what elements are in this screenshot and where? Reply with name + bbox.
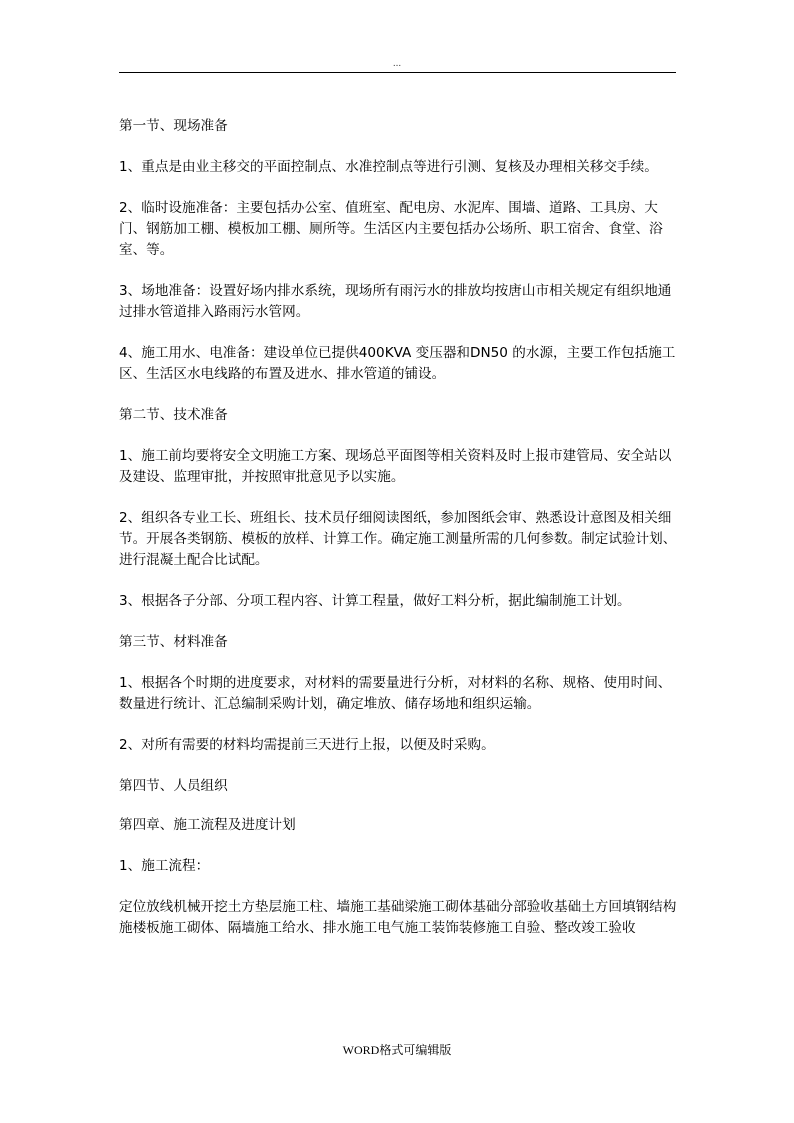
paragraph-quantity-calc: 3、根据各子分部、分项工程内容、计算工程量，做好工料分析，据此编制施工计划。 [119, 593, 631, 609]
section-heading-site-prep: 第一节、现场准备 [119, 118, 228, 134]
paragraph-material-analysis: 1、根据各个时期的进度要求，对材料的需要量进行分析，对材料的名称、规格、使用时间、数量进行统计、汇总编制采购计划，确定堆放、储存场地和组织运输。 [119, 675, 672, 712]
paragraph-material-report: 2、对所有需要的材料均需提前三天进行上报，以便及时采购。 [119, 737, 495, 753]
section-heading-personnel: 第四节、人员组织 [119, 778, 228, 794]
header-dots: ... [392, 58, 402, 69]
section-heading-materials-prep: 第三节、材料准备 [119, 634, 228, 650]
paragraph-control-points: 1、重点是由业主移交的平面控制点、水准控制点等进行引测、复核及办理相关移交手续。 [119, 159, 658, 175]
section-heading-technical-prep: 第二节、技术准备 [119, 407, 228, 423]
paragraph-process-steps: 定位放线机械开挖土方垫层施工柱、墙施工基础梁施工砌体基础分部验收基础土方回填钢结构施楼板施工砌体、隔墙施工给水、排水施工电气施工装饰装修施工自验、整改竣工验收 [119, 899, 677, 936]
header-rule [119, 72, 676, 73]
paragraph-safety-plan: 1、施工前均要将安全文明施工方案、现场总平面图等相关资料及时上报市建管局、安全站以及建设、监理审批，并按照审批意见予以实施。 [119, 448, 672, 485]
footer-label: WORD格式可编辑版 [342, 1043, 452, 1057]
paragraph-water-power: 4、施工用水、电准备：建设单位已提供400KVA 变压器和DN50 的水源，主要工作包括施工区、生活区水电线路的布置及进水、排水管道的铺设。 [119, 345, 676, 382]
chapter-heading-process-schedule: 第四章、施工流程及进度计划 [119, 817, 296, 833]
paragraph-site-drainage: 3、场地准备：设置好场内排水系统，现场所有雨污水的排放均按唐山市相关规定有组织地通过排水管道排入路雨污水管网。 [119, 283, 672, 320]
document-body [119, 116, 679, 959]
paragraph-temporary-facilities: 2、临时设施准备：主要包括办公室、值班室、配电房、水泥库、围墙、道路、工具房、大门、钢筋加工棚、模板加工棚、厕所等。生活区内主要包括办公场所、职工宿舍、食堂、浴室、等。 [119, 200, 663, 258]
paragraph-process-label: 1、施工流程： [119, 858, 210, 874]
paragraph-drawing-review: 2、组织各专业工长、班组长、技术员仔细阅读图纸，参加图纸会审、熟悉设计意图及相关细节。开展各类钢筋、模板的放样、计算工作。确定施工测量所需的几何参数。制定试验计划、进行混凝土配合比试配。 [119, 510, 677, 568]
